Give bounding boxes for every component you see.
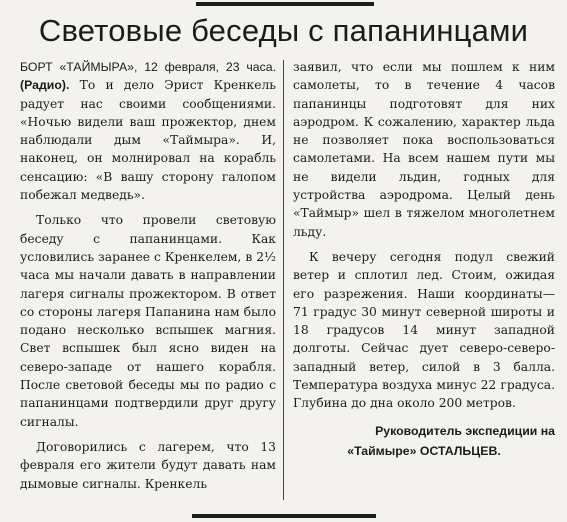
article-paragraph: заявил, что если мы пошлем к ним самолеты, то в течение 4 часов папанинцы подготовят для них аэродром. К сожалению, характер льда не позволяет пока воспользоваться самолетами. На всем нашем пути мы не видели льдин, годных для устройства аэродрома. Целый день «Таймыр» шел в тяжелом многолетнем льду. [293,60,555,239]
bottom-decorative-rule [192,514,376,518]
article-right-column [293,58,555,461]
dateline: БОРТ «ТАЙМЫРА», 12 февраля, 23 часа. [20,60,276,74]
signature-name: «Таймыре» ОСТАЛЬЦЕВ. [347,443,501,458]
article-paragraph [20,58,276,204]
article-left-column [20,58,276,493]
top-decorative-rule [196,2,374,6]
signature-title: Руководитель экспедиции на [375,423,555,438]
article-paragraph: К вечеру сегодня подул свежий ветер и сплотил лед. Стоим, ожидая его разрежения. Наши координаты— 71 градус 30 минут северной широты и 18 градусов 14 минут западной долготы. Сейчас дует северо-северо-западный ветер, силой в 3 балла. Температура воздуха минус 22 градуса. Глубина до дна около 200 метров. [293,249,555,411]
article-headline: Световые беседы с папанинцами [38,13,529,48]
paragraph-text: То и дело Эрист Кренкель радует нас своими сообщениями. «Ночью видели ваш прожектор, днем наблюдали дым «Таймыра». И, наконец, он молнировал на корабль сенсацию: «В вашу сторону галопом побежал медведь». [20,78,276,203]
article-signature [293,421,555,461]
article-paragraph: Договорились с лагерем, что 13 февраля его жители будут давать нам дымовые сигналы. Кренкель [20,439,276,491]
article-paragraph: Только что провели световую беседу с папанинцами. Как условились заранее с Кренкелем, в 2½ часа мы начали давать в направлении лагеря сигналы прожектором. В ответ со стороны лагеря Папанина нам было подано несколько вспышек магния. Свет вспышек был ясно виден на северо-западе от нашего корабля. После световой беседы мы по радио с папанинцами подтвердили друг другу сигналы. [20,213,276,429]
radio-source-label: (Радио). [20,78,70,93]
column-divider [283,60,284,500]
